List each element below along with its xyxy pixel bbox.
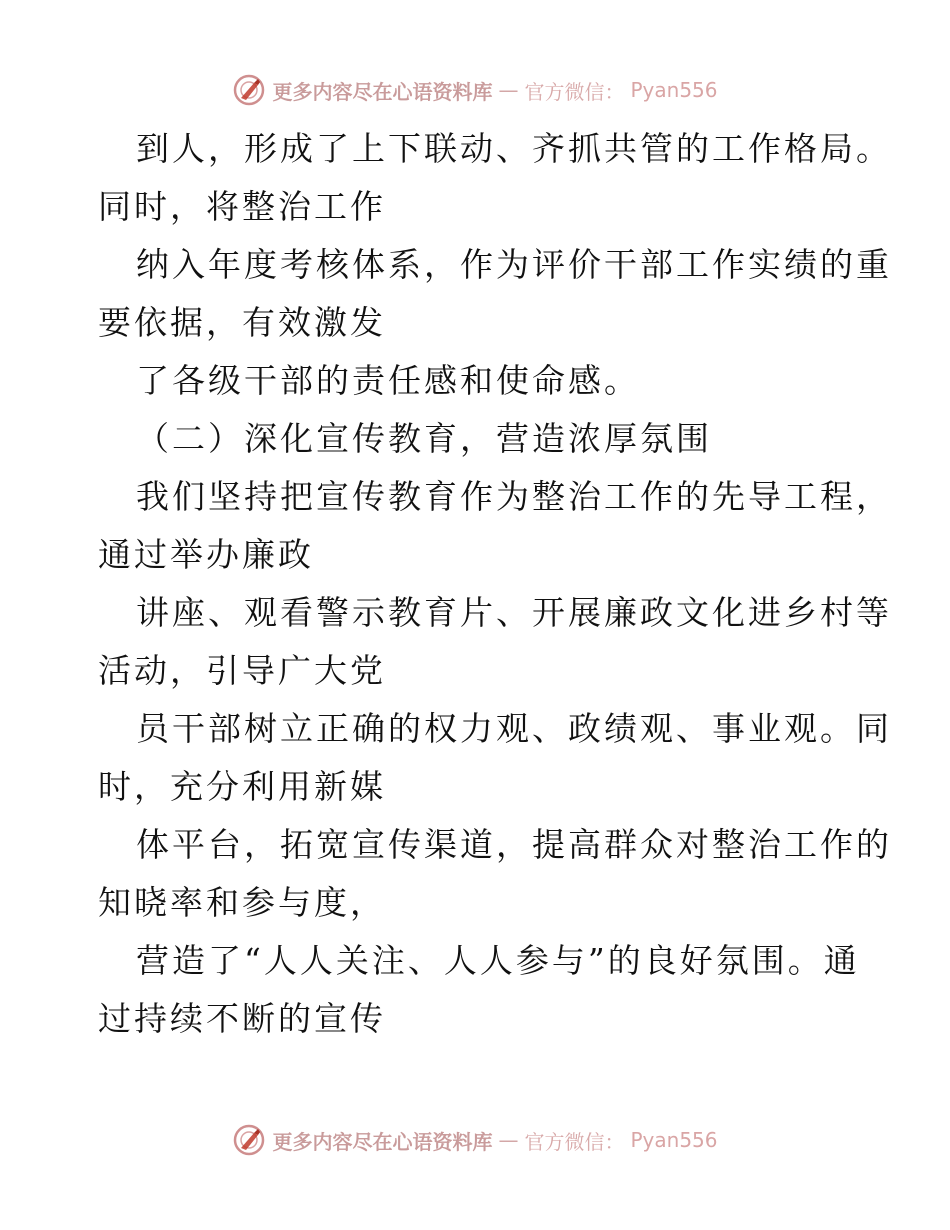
paragraph-line: 要依据，有效激发 bbox=[98, 303, 386, 342]
banner-title: 更多内容尽在心语资料库 bbox=[272, 1129, 493, 1154]
paragraph-line: 知晓率和参与度， bbox=[98, 883, 386, 922]
pen-nib-logo-icon bbox=[232, 73, 266, 107]
paragraph-line: 员干部树立正确的权力观、政绩观、事业观。同 bbox=[136, 709, 892, 748]
banner-wechat-id: Pyan556 bbox=[630, 1128, 718, 1152]
paragraph-line: （二）深化宣传教育，营造浓厚氛围 bbox=[136, 419, 712, 458]
pen-nib-logo-icon bbox=[232, 1123, 266, 1157]
paragraph-line: 时，充分利用新媒 bbox=[98, 767, 386, 806]
banner-subtitle: 官方微信： bbox=[524, 1129, 625, 1154]
paragraph-line: 过持续不断的宣传 bbox=[98, 999, 386, 1038]
paragraph-line: 纳入年度考核体系，作为评价干部工作实绩的重 bbox=[136, 245, 892, 284]
paragraph-line: 体平台，拓宽宣传渠道，提高群众对整治工作的 bbox=[136, 825, 892, 864]
banner-separator: — bbox=[498, 1128, 519, 1152]
paragraph-line: 通过举办廉政 bbox=[98, 535, 314, 574]
paragraph-line: 到人，形成了上下联动、齐抓共管的工作格局。 bbox=[136, 129, 892, 168]
header-banner bbox=[0, 70, 950, 110]
banner-separator: — bbox=[498, 78, 519, 102]
banner-wechat-id: Pyan556 bbox=[630, 78, 718, 102]
paragraph-line: 营造了“人人关注、人人参与”的良好氛围。通 bbox=[136, 941, 860, 980]
banner-title: 更多内容尽在心语资料库 bbox=[272, 79, 493, 104]
paragraph-line: 同时，将整治工作 bbox=[98, 187, 386, 226]
banner-subtitle: 官方微信： bbox=[524, 79, 625, 104]
document-body bbox=[98, 120, 892, 1048]
paragraph-line: 我们坚持把宣传教育作为整治工作的先导工程， bbox=[136, 477, 892, 516]
paragraph-line: 了各级干部的责任感和使命感。 bbox=[136, 361, 640, 400]
paragraph-line: 讲座、观看警示教育片、开展廉政文化进乡村等 bbox=[136, 593, 892, 632]
footer-banner bbox=[0, 1120, 950, 1160]
paragraph-line: 活动，引导广大党 bbox=[98, 651, 386, 690]
